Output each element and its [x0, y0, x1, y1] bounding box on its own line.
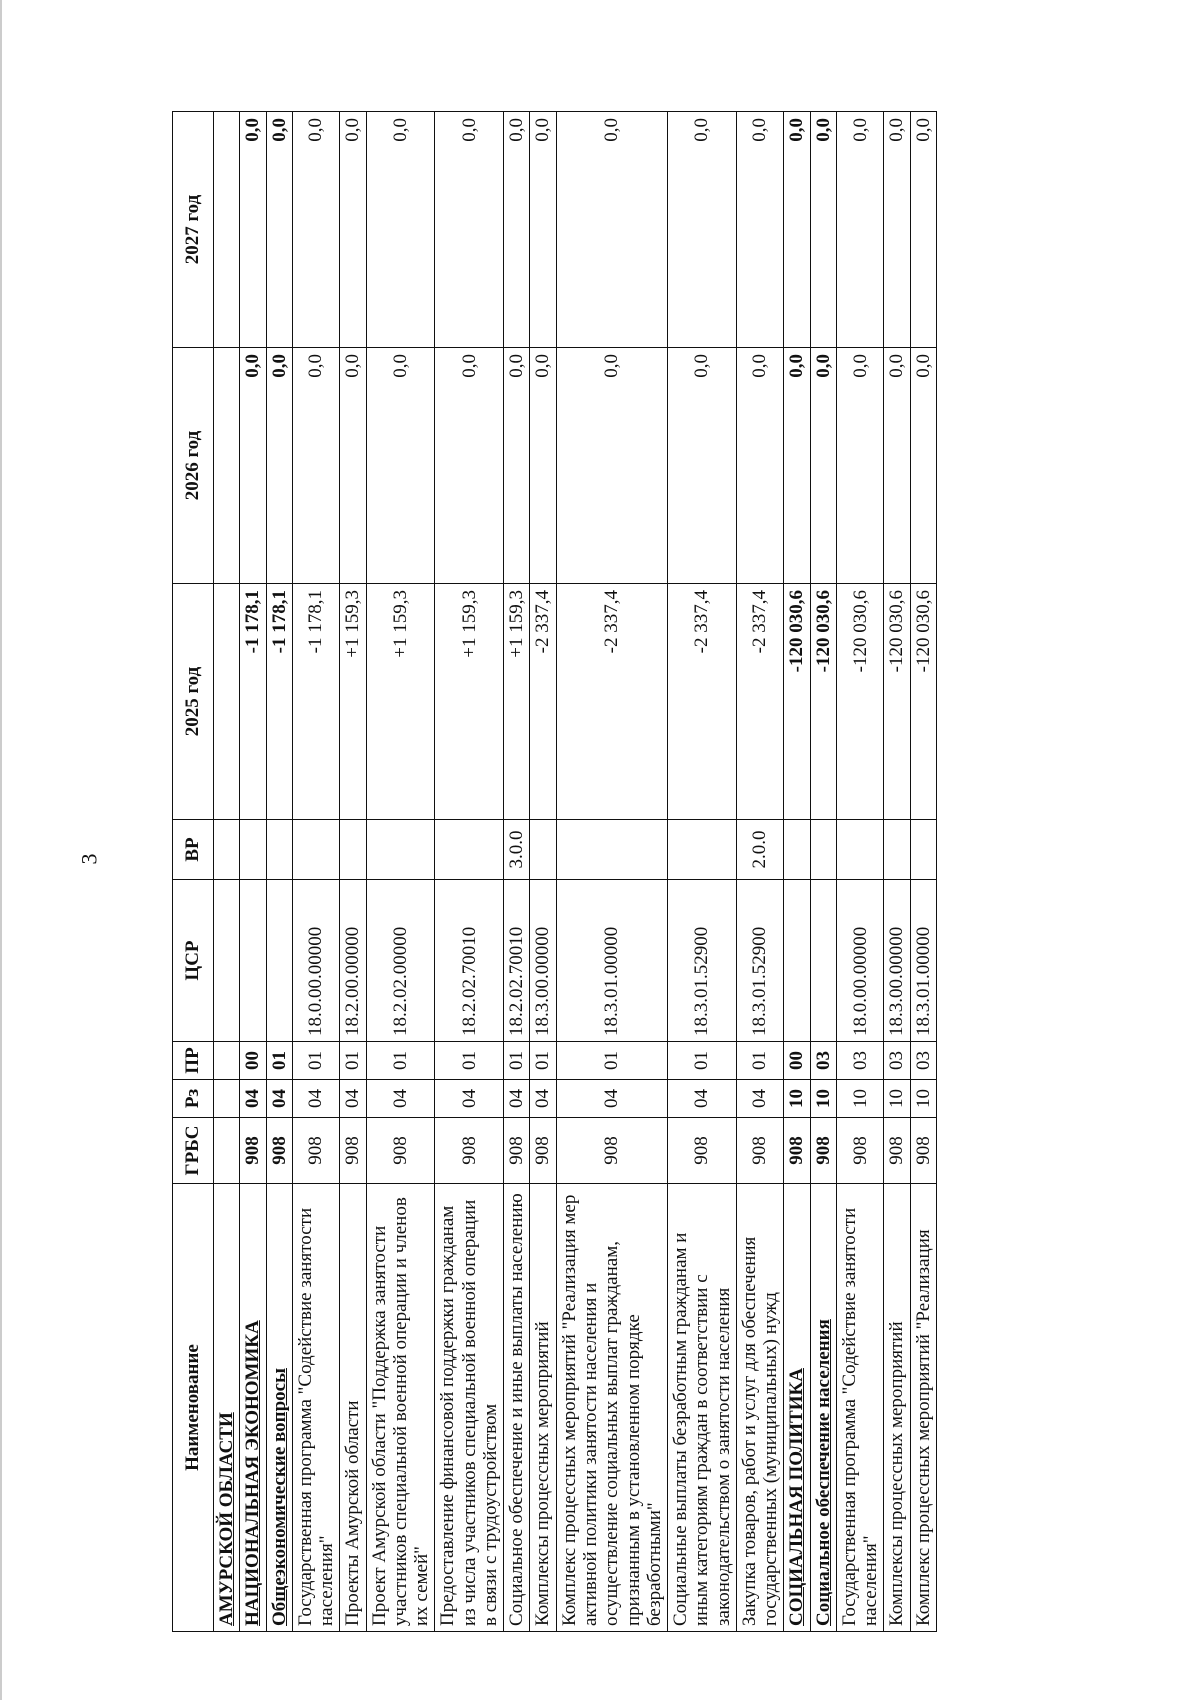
cell-grbs: 908 — [910, 1118, 936, 1184]
cell-csr — [266, 880, 292, 1042]
cell-vr: 2.0.0 — [736, 820, 784, 880]
cell-grbs: 908 — [736, 1118, 784, 1184]
budget-table — [172, 111, 937, 1632]
cell-rz: 04 — [435, 1080, 504, 1118]
cell-2027: 0,0 — [240, 112, 266, 348]
scan-edge — [0, 0, 2, 1700]
cell-2025: -1 178,1 — [266, 584, 292, 820]
table-row — [366, 112, 435, 1632]
cell-csr: 18.3.00.00000 — [884, 880, 910, 1042]
cell-2026: 0,0 — [435, 348, 504, 584]
cell-2025: +1 159,3 — [504, 584, 530, 820]
cell-csr — [214, 880, 240, 1042]
cell-rz: 04 — [736, 1080, 784, 1118]
cell-vr — [884, 820, 910, 880]
cell-rz: 10 — [810, 1080, 836, 1118]
cell-vr — [530, 820, 556, 880]
table-row — [266, 112, 292, 1632]
cell-rz: 04 — [504, 1080, 530, 1118]
cell-pr: 01 — [435, 1042, 504, 1080]
cell-name: Комплексы процессных мероприятий — [884, 1184, 910, 1632]
cell-csr — [240, 880, 266, 1042]
cell-grbs: 908 — [292, 1118, 340, 1184]
table-row — [784, 112, 810, 1632]
cell-grbs: 908 — [668, 1118, 737, 1184]
table-row — [736, 112, 784, 1632]
cell-vr — [366, 820, 435, 880]
cell-2025: -2 337,4 — [668, 584, 737, 820]
cell-pr: 03 — [810, 1042, 836, 1080]
cell-rz: 04 — [292, 1080, 340, 1118]
cell-csr: 18.0.00.00000 — [292, 880, 340, 1042]
cell-vr — [910, 820, 936, 880]
cell-csr: 18.0.00.00000 — [836, 880, 884, 1042]
table-row — [214, 112, 240, 1632]
cell-pr: 01 — [668, 1042, 737, 1080]
cell-2026: 0,0 — [668, 348, 737, 584]
cell-2025 — [214, 584, 240, 820]
cell-2025: +1 159,3 — [435, 584, 504, 820]
cell-csr — [784, 880, 810, 1042]
cell-name: Закупка товаров, работ и услуг для обеспечения государственных (муниципальных) нужд — [736, 1184, 784, 1632]
cell-rz: 04 — [366, 1080, 435, 1118]
cell-2025: +1 159,3 — [340, 584, 366, 820]
cell-2027: 0,0 — [884, 112, 910, 348]
cell-2027: 0,0 — [530, 112, 556, 348]
header-2026: 2026 год — [173, 348, 214, 584]
cell-2027: 0,0 — [266, 112, 292, 348]
cell-pr — [214, 1042, 240, 1080]
budget-table-container — [172, 112, 1127, 1632]
cell-rz: 04 — [266, 1080, 292, 1118]
cell-vr — [266, 820, 292, 880]
cell-csr: 18.3.01.52900 — [736, 880, 784, 1042]
cell-rz — [214, 1080, 240, 1118]
cell-name: Комплексы процессных мероприятий — [530, 1184, 556, 1632]
cell-pr: 03 — [836, 1042, 884, 1080]
cell-2025: -120 030,6 — [910, 584, 936, 820]
cell-grbs: 908 — [810, 1118, 836, 1184]
cell-vr: 3.0.0 — [504, 820, 530, 880]
cell-name: Проекты Амурской области — [340, 1184, 366, 1632]
cell-csr: 18.3.01.00000 — [910, 880, 936, 1042]
cell-pr: 00 — [784, 1042, 810, 1080]
header-2027: 2027 год — [173, 112, 214, 348]
cell-2025: -120 030,6 — [810, 584, 836, 820]
cell-pr: 01 — [504, 1042, 530, 1080]
cell-2026: 0,0 — [836, 348, 884, 584]
cell-pr: 01 — [292, 1042, 340, 1080]
cell-2027: 0,0 — [556, 112, 667, 348]
cell-grbs: 908 — [340, 1118, 366, 1184]
cell-2027: 0,0 — [340, 112, 366, 348]
cell-2026 — [214, 348, 240, 584]
table-header-row — [173, 112, 214, 1632]
cell-rz: 04 — [556, 1080, 667, 1118]
cell-csr: 18.2.00.00000 — [340, 880, 366, 1042]
cell-2026: 0,0 — [910, 348, 936, 584]
table-row — [836, 112, 884, 1632]
cell-2026: 0,0 — [884, 348, 910, 584]
table-row — [810, 112, 836, 1632]
cell-grbs: 908 — [884, 1118, 910, 1184]
table-row — [340, 112, 366, 1632]
table-row — [504, 112, 530, 1632]
cell-2025: -1 178,1 — [240, 584, 266, 820]
cell-pr: 01 — [340, 1042, 366, 1080]
cell-vr — [668, 820, 737, 880]
cell-rz: 04 — [340, 1080, 366, 1118]
cell-rz: 10 — [836, 1080, 884, 1118]
cell-csr: 18.3.01.52900 — [668, 880, 737, 1042]
cell-grbs: 908 — [435, 1118, 504, 1184]
cell-2025: -120 030,6 — [836, 584, 884, 820]
cell-2027: 0,0 — [910, 112, 936, 348]
table-row — [884, 112, 910, 1632]
cell-grbs: 908 — [266, 1118, 292, 1184]
cell-name: АМУРСКОЙ ОБЛАСТИ — [214, 1184, 240, 1632]
cell-grbs: 908 — [836, 1118, 884, 1184]
cell-grbs — [214, 1118, 240, 1184]
cell-2027 — [214, 112, 240, 348]
cell-vr — [556, 820, 667, 880]
cell-vr — [214, 820, 240, 880]
cell-grbs: 908 — [240, 1118, 266, 1184]
cell-name: Социальное обеспечение и иные выплаты населению — [504, 1184, 530, 1632]
cell-grbs: 908 — [504, 1118, 530, 1184]
cell-name: Предоставление финансовой поддержки гражданам из числа участников специальной военной операции в связи с трудоустройством — [435, 1184, 504, 1632]
header-pr: ПР — [173, 1042, 214, 1080]
header-grbs: ГРБС — [173, 1118, 214, 1184]
cell-name: НАЦИОНАЛЬНАЯ ЭКОНОМИКА — [240, 1184, 266, 1632]
table-row — [668, 112, 737, 1632]
cell-2027: 0,0 — [292, 112, 340, 348]
page-number: 3 — [76, 853, 102, 865]
cell-rz: 10 — [910, 1080, 936, 1118]
cell-2025: -2 337,4 — [556, 584, 667, 820]
cell-2027: 0,0 — [504, 112, 530, 348]
cell-2026: 0,0 — [240, 348, 266, 584]
cell-2027: 0,0 — [836, 112, 884, 348]
cell-rz: 04 — [530, 1080, 556, 1118]
table-row — [556, 112, 667, 1632]
cell-pr: 01 — [556, 1042, 667, 1080]
cell-2025: -120 030,6 — [784, 584, 810, 820]
cell-pr: 01 — [366, 1042, 435, 1080]
header-vr: ВР — [173, 820, 214, 880]
cell-csr: 18.3.01.00000 — [556, 880, 667, 1042]
header-rz: Рз — [173, 1080, 214, 1118]
cell-rz: 04 — [240, 1080, 266, 1118]
cell-name: Государственная программа "Содействие занятости населения" — [836, 1184, 884, 1632]
cell-2026: 0,0 — [340, 348, 366, 584]
cell-name: СОЦИАЛЬНАЯ ПОЛИТИКА — [784, 1184, 810, 1632]
cell-csr: 18.2.02.00000 — [366, 880, 435, 1042]
cell-2026: 0,0 — [736, 348, 784, 584]
cell-pr: 01 — [736, 1042, 784, 1080]
table-body — [214, 112, 937, 1632]
cell-csr: 18.2.02.70010 — [504, 880, 530, 1042]
cell-name: Проект Амурской области "Поддержка занятости участников специальной военной операции и членов их семей" — [366, 1184, 435, 1632]
cell-csr: 18.2.02.70010 — [435, 880, 504, 1042]
cell-pr: 01 — [530, 1042, 556, 1080]
cell-2026: 0,0 — [292, 348, 340, 584]
cell-name: Социальные выплаты безработным гражданам и иным категориям граждан в соответствии с законодательством о занятости населения — [668, 1184, 737, 1632]
table-row — [530, 112, 556, 1632]
cell-2025: -2 337,4 — [530, 584, 556, 820]
cell-2025: -120 030,6 — [884, 584, 910, 820]
cell-2027: 0,0 — [435, 112, 504, 348]
cell-2025: -1 178,1 — [292, 584, 340, 820]
cell-name: Общеэкономические вопросы — [266, 1184, 292, 1632]
cell-pr: 01 — [266, 1042, 292, 1080]
cell-vr — [340, 820, 366, 880]
cell-2027: 0,0 — [736, 112, 784, 348]
cell-rz: 10 — [884, 1080, 910, 1118]
cell-pr: 03 — [910, 1042, 936, 1080]
cell-grbs: 908 — [366, 1118, 435, 1184]
header-name: Наименование — [173, 1184, 214, 1632]
cell-vr — [810, 820, 836, 880]
cell-2026: 0,0 — [784, 348, 810, 584]
cell-csr: 18.3.00.00000 — [530, 880, 556, 1042]
cell-name: Социальное обеспечение населения — [810, 1184, 836, 1632]
cell-2026: 0,0 — [556, 348, 667, 584]
cell-name: Комплекс процессных мероприятий "Реализация — [910, 1184, 936, 1632]
cell-2026: 0,0 — [810, 348, 836, 584]
table-row — [240, 112, 266, 1632]
cell-2027: 0,0 — [366, 112, 435, 348]
cell-vr — [292, 820, 340, 880]
cell-vr — [784, 820, 810, 880]
cell-grbs: 908 — [530, 1118, 556, 1184]
table-row — [292, 112, 340, 1632]
cell-2025: -2 337,4 — [736, 584, 784, 820]
cell-2026: 0,0 — [266, 348, 292, 584]
cell-vr — [240, 820, 266, 880]
cell-csr — [810, 880, 836, 1042]
cell-2026: 0,0 — [530, 348, 556, 584]
cell-name: Государственная программа "Содействие занятости населения" — [292, 1184, 340, 1632]
cell-pr: 03 — [884, 1042, 910, 1080]
cell-grbs: 908 — [556, 1118, 667, 1184]
cell-name: Комплекс процессных мероприятий "Реализация мер активной политики занятости населения и осуществление социальных выплат гражданам, признанным в установленном порядке безработными" — [556, 1184, 667, 1632]
table-row — [910, 112, 936, 1632]
cell-2027: 0,0 — [784, 112, 810, 348]
cell-2026: 0,0 — [366, 348, 435, 584]
cell-2025: +1 159,3 — [366, 584, 435, 820]
cell-rz: 10 — [784, 1080, 810, 1118]
table-row — [435, 112, 504, 1632]
cell-2027: 0,0 — [810, 112, 836, 348]
cell-pr: 00 — [240, 1042, 266, 1080]
header-2025: 2025 год — [173, 584, 214, 820]
cell-2027: 0,0 — [668, 112, 737, 348]
header-csr: ЦСР — [173, 880, 214, 1042]
cell-vr — [435, 820, 504, 880]
cell-2026: 0,0 — [504, 348, 530, 584]
cell-grbs: 908 — [784, 1118, 810, 1184]
cell-rz: 04 — [668, 1080, 737, 1118]
cell-vr — [836, 820, 884, 880]
